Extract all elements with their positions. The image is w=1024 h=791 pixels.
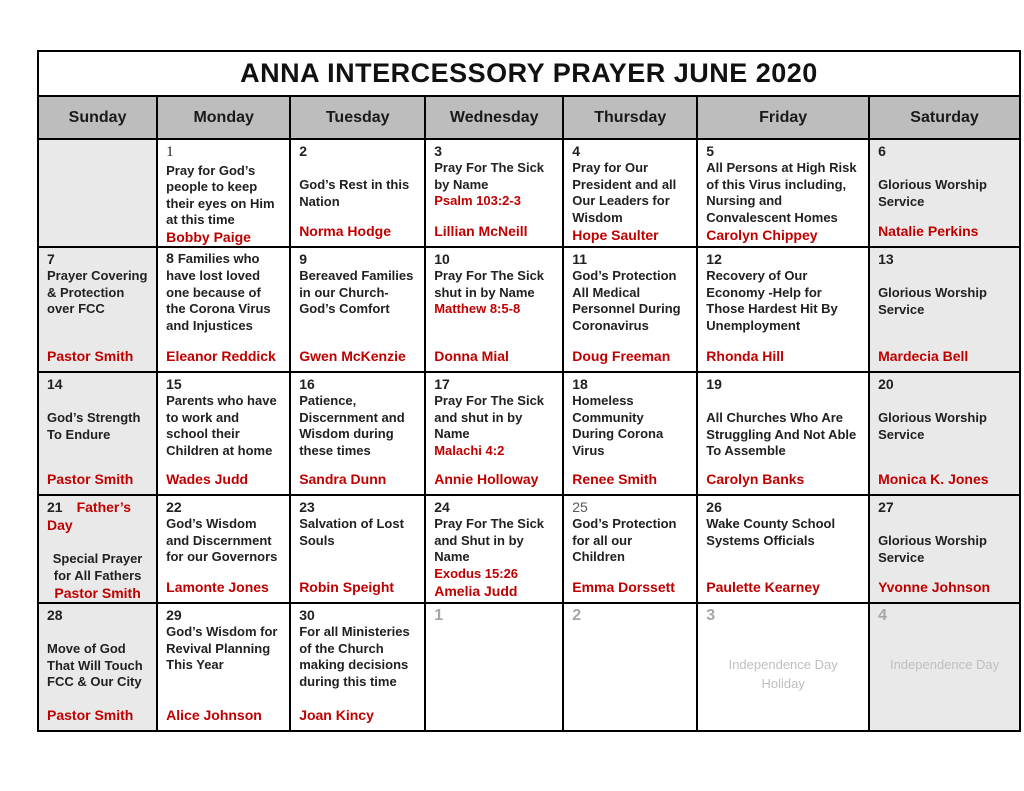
prayer-focus: 8 Families who have lost loved one because of the Corona Virus and Injustices <box>166 250 271 333</box>
day-cell-jun-1 <box>158 140 291 248</box>
prayer-focus: God’s Protection for all our Children <box>572 516 677 565</box>
prayer-focus: Patience, Discernment and Wisdom during these times <box>299 393 405 459</box>
day-number-line <box>47 498 148 534</box>
day-number-line <box>706 142 860 160</box>
day-number-line <box>47 606 148 624</box>
day-number: 2 <box>572 607 582 624</box>
prayer-focus: Pray For The Sick by Name <box>434 160 545 192</box>
intercessor-name: Lamonte Jones <box>166 579 269 596</box>
day-number-line <box>572 498 688 516</box>
day-cell-jun-12 <box>698 248 870 373</box>
day-cell-jun-30 <box>291 604 426 730</box>
day-cell-jun-15 <box>158 373 291 496</box>
day-number-line <box>706 498 860 516</box>
day-number: 13 <box>878 251 894 267</box>
day-number-line <box>434 250 554 268</box>
day-number: 24 <box>434 499 450 515</box>
weekday-header-sunday: Sunday <box>39 97 158 140</box>
day-cell-jun-3 <box>426 140 564 248</box>
intercessor-name: Pastor Smith <box>54 584 141 601</box>
prayer-focus: Homeless Community During Corona Virus <box>572 393 664 459</box>
intercessor-name: Alice Johnson <box>166 707 262 724</box>
day-number: 17 <box>434 376 450 392</box>
weekday-header-monday: Monday <box>158 97 291 140</box>
day-number: 21 <box>47 499 63 515</box>
day-number-line <box>434 606 554 627</box>
day-cell-jun-16 <box>291 373 426 496</box>
prayer-focus: Pray For The Sick shut in by Name <box>434 268 545 300</box>
day-cell-jun-2 <box>291 140 426 248</box>
day-cell-jun-23 <box>291 496 426 604</box>
day-cell-jun-19 <box>698 373 870 496</box>
scripture-ref: Psalm 103:2-3 <box>434 193 521 209</box>
day-number: 20 <box>878 376 894 392</box>
day-number: 25 <box>572 499 588 515</box>
prayer-focus: God’s Strength To Endure <box>47 410 141 442</box>
day-cell-jul-3 <box>698 604 870 730</box>
prayer-focus: Recovery of Our Economy -Help for Those Hardest Hit By Unemployment <box>706 268 838 334</box>
weekday-header-friday: Friday <box>698 97 870 140</box>
day-number: 1 <box>434 607 444 624</box>
day-cell-jun-26 <box>698 496 870 604</box>
day-cell-jun-25 <box>564 496 698 604</box>
day-cell-jun-21 <box>39 496 158 604</box>
day-number: 4 <box>572 143 581 159</box>
intercessor-name: Bobby Paige <box>166 229 251 245</box>
prayer-focus: Pray for Our President and all Our Leaders for Wisdom <box>572 160 677 226</box>
day-cell-jun-10 <box>426 248 564 373</box>
day-cell-jul-1 <box>426 604 564 730</box>
prayer-focus: All Churches Who Are Struggling And Not Able To Assemble <box>706 410 857 459</box>
day-number-line <box>299 375 416 393</box>
day-number: 18 <box>572 376 588 392</box>
intercessor-name: Gwen McKenzie <box>299 348 406 365</box>
intercessor-name: Yvonne Johnson <box>878 579 991 596</box>
day-cell-jul-4 <box>870 604 1019 730</box>
day-number-line <box>47 375 148 393</box>
day-number-line <box>299 498 416 516</box>
prayer-calendar <box>37 50 1021 732</box>
day-number-line <box>878 375 1011 393</box>
day-number-line <box>299 606 416 624</box>
day-cell-jun-20 <box>870 373 1019 496</box>
day-number-line <box>878 606 1011 627</box>
day-cell-jun-28 <box>39 604 158 730</box>
day-number: 15 <box>166 376 182 392</box>
day-number: 1 <box>166 144 174 160</box>
day-number-line <box>299 142 416 160</box>
prayer-focus: Salvation of Lost Souls <box>299 516 404 548</box>
day-cell-jun-24 <box>426 496 564 604</box>
day-number: 3 <box>706 607 716 624</box>
scripture-ref: Matthew 8:5-8 <box>434 301 521 317</box>
intercessor-name: Pastor Smith <box>47 471 134 488</box>
day-number-line <box>166 606 281 624</box>
day-cell-jun-29 <box>158 604 291 730</box>
day-cell-jun-9 <box>291 248 426 373</box>
prayer-focus: God’s Wisdom and Discernment for our Governors <box>166 516 278 565</box>
day-cell-jun-6 <box>870 140 1019 248</box>
day-number: 26 <box>706 499 722 515</box>
day-number-line <box>166 498 281 516</box>
prayer-focus: Parents who have to work and school their Children at home <box>166 393 277 459</box>
day-number: 22 <box>166 499 182 515</box>
day-number: 27 <box>878 499 894 515</box>
calendar-title: ANNA INTERCESSORY PRAYER JUNE 2020 <box>37 50 1021 95</box>
day-number: 11 <box>572 251 588 267</box>
intercessor-name: Natalie Perkins <box>878 223 979 240</box>
day-number: 19 <box>706 376 722 392</box>
intercessor-name: Emma Dorssett <box>572 579 675 596</box>
intercessor-name: Rhonda Hill <box>706 348 785 365</box>
prayer-focus: God’s Protection All Medical Personnel During Coronavirus <box>572 268 681 334</box>
intercessor-name: Mardecia Bell <box>878 348 969 365</box>
prayer-focus: God’s Rest in this Nation <box>299 177 410 209</box>
day-number-line <box>166 375 281 393</box>
intercessor-name: Amelia Judd <box>434 582 518 599</box>
prayer-focus: God’s Wisdom for Revival Planning This Year <box>166 624 278 673</box>
intercessor-name: Eleanor Reddick <box>166 348 276 365</box>
day-number-line <box>572 142 688 160</box>
weekday-header-thursday: Thursday <box>564 97 698 140</box>
day-number: 16 <box>299 376 315 392</box>
intercessor-name: Robin Speight <box>299 579 395 596</box>
day-number-line <box>572 375 688 393</box>
prayer-focus: Pray for God’s people to keep their eyes on Him at this time <box>166 162 275 228</box>
holiday-note: Independence Day Holiday <box>728 656 838 692</box>
calendar-grid <box>37 95 1021 732</box>
weekday-header-tuesday: Tuesday <box>291 97 426 140</box>
intercessor-name: Pastor Smith <box>47 707 134 724</box>
prayer-focus: Bereaved Families in our Church-God’s Comfort <box>299 268 414 317</box>
day-number: 3 <box>434 143 443 159</box>
day-cell-jun-14 <box>39 373 158 496</box>
day-number: 23 <box>299 499 315 515</box>
prayer-focus: For all Ministeries of the Church making decisions during this time <box>299 624 410 690</box>
intercessor-name: Paulette Kearney <box>706 579 820 596</box>
day-number-line <box>572 606 688 627</box>
day-number: 4 <box>878 607 887 624</box>
prayer-focus: Glorious Worship Service <box>878 177 987 209</box>
day-cell-jun-22 <box>158 496 291 604</box>
day-cell-jun-27 <box>870 496 1019 604</box>
day-number: 12 <box>706 251 722 267</box>
day-number-line <box>706 250 860 268</box>
prayer-focus: All Persons at High Risk of this Virus including, Nursing and Convalescent Homes <box>706 160 857 226</box>
prayer-focus: Glorious Worship Service <box>878 410 987 442</box>
holiday-label: Father’s Day <box>47 499 132 534</box>
day-cell-jun-18 <box>564 373 698 496</box>
day-cell-jun-17 <box>426 373 564 496</box>
intercessor-name: Norma Hodge <box>299 223 391 240</box>
day-number-line <box>706 606 860 627</box>
day-cell-jun-11 <box>564 248 698 373</box>
day-number: 29 <box>166 607 182 623</box>
day-number-line <box>47 250 148 268</box>
day-number: 2 <box>299 143 307 159</box>
intercessor-name: Hope Saulter <box>572 226 659 243</box>
holiday-note: Independence Day <box>889 656 1000 672</box>
day-number-line <box>166 142 281 163</box>
intercessor-name: Renee Smith <box>572 471 658 488</box>
day-number: 14 <box>47 376 63 392</box>
day-cell-jun-7 <box>39 248 158 373</box>
intercessor-name: Annie Holloway <box>434 471 539 488</box>
day-number: 7 <box>47 251 55 267</box>
weekday-header-saturday: Saturday <box>870 97 1019 140</box>
scripture-ref: Malachi 4:2 <box>434 443 505 459</box>
day-number: 28 <box>47 607 63 623</box>
prayer-focus: Glorious Worship Service <box>878 533 987 565</box>
prayer-focus: Pray For The Sick and shut in by Name <box>434 393 545 442</box>
scripture-ref: Exodus 15:26 <box>434 566 519 582</box>
prayer-focus: Prayer Covering & Protection over FCC <box>47 268 148 317</box>
day-cell-jun-5 <box>698 140 870 248</box>
day-cell-jul-2 <box>564 604 698 730</box>
day-cell-jun-8 <box>158 248 291 373</box>
intercessor-name: Doug Freeman <box>572 348 671 365</box>
day-number: 10 <box>434 251 450 267</box>
day-number-line <box>572 250 688 268</box>
intercessor-name: Lillian McNeill <box>434 223 528 240</box>
day-number-line <box>878 250 1011 268</box>
weekday-header-wednesday: Wednesday <box>426 97 564 140</box>
prayer-focus: Pray For The Sick and Shut in by Name <box>434 516 545 565</box>
day-number: 30 <box>299 607 315 623</box>
day-number-line <box>878 142 1011 160</box>
day-number-line <box>434 498 554 516</box>
intercessor-name: Carolyn Chippey <box>706 226 818 243</box>
day-number-line <box>434 142 554 160</box>
intercessor-name: Carolyn Banks <box>706 471 805 488</box>
day-number-line <box>434 375 554 393</box>
day-cell-empty <box>39 140 158 248</box>
day-number: 9 <box>299 251 307 267</box>
day-number-line <box>706 375 860 393</box>
day-number: 5 <box>706 143 715 159</box>
day-number-line <box>878 498 1011 516</box>
prayer-focus: Move of God That Will Touch FCC & Our City <box>47 641 143 690</box>
intercessor-name: Wades Judd <box>166 471 249 488</box>
day-number: 8 <box>166 250 178 266</box>
day-number-line <box>299 250 416 268</box>
day-cell-jun-4 <box>564 140 698 248</box>
intercessor-name: Donna Mial <box>434 348 509 365</box>
intercessor-name: Monica K. Jones <box>878 471 989 488</box>
day-number: 6 <box>878 143 886 159</box>
day-cell-jun-13 <box>870 248 1019 373</box>
intercessor-name: Joan Kincy <box>299 707 374 724</box>
intercessor-name: Pastor Smith <box>47 348 134 365</box>
prayer-focus: Glorious Worship Service <box>878 285 987 317</box>
prayer-focus: Special Prayer for All Fathers <box>52 551 143 583</box>
intercessor-name: Sandra Dunn <box>299 471 387 488</box>
prayer-focus: Wake County School Systems Officials <box>706 516 836 548</box>
